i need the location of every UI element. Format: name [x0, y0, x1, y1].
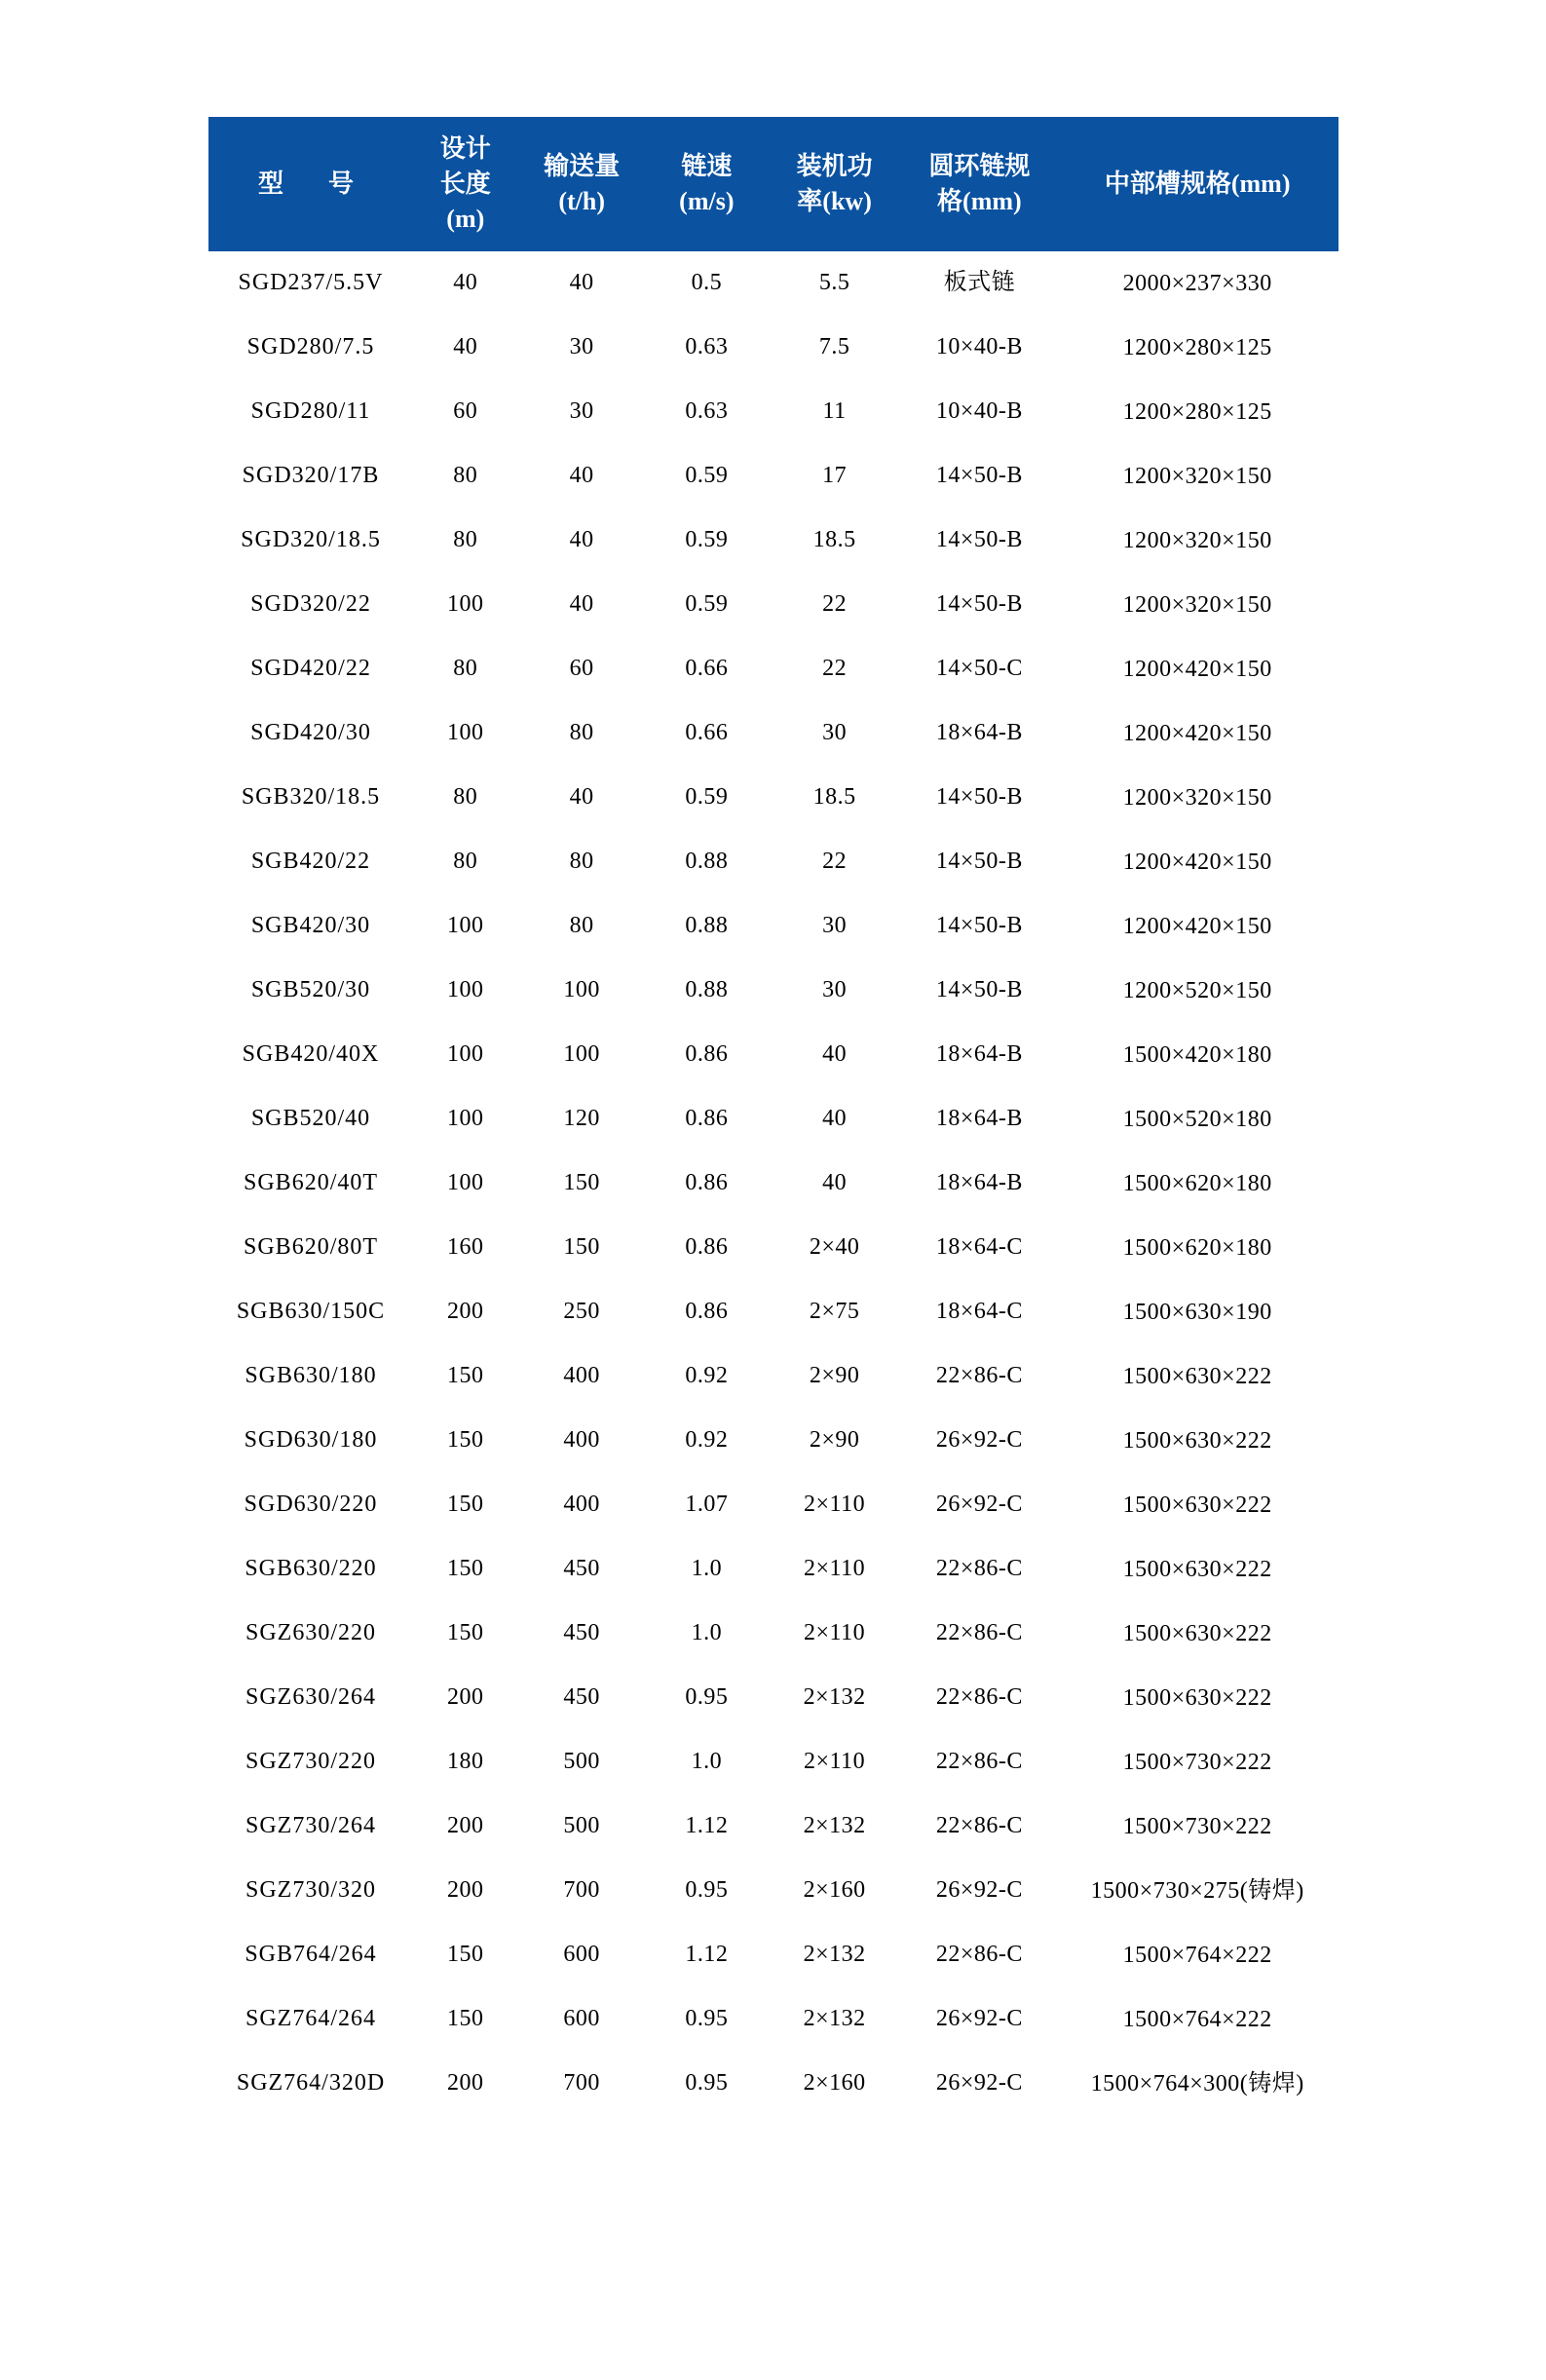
cell-length: 80 — [453, 527, 478, 553]
table-row — [208, 1537, 1338, 1602]
table-row — [208, 316, 1338, 380]
cell-length: 80 — [453, 849, 478, 875]
cell-chain: 26×92-C — [935, 1877, 1023, 1904]
cell-trough: 1500×630×222 — [1122, 1492, 1272, 1518]
cell-speed: 1.0 — [691, 1620, 723, 1646]
cell-capacity: 60 — [569, 656, 594, 682]
cell-model: SGB520/30 — [250, 977, 371, 1003]
cell-capacity: 40 — [569, 591, 594, 618]
cell-power: 2×160 — [803, 1877, 866, 1904]
cell-trough: 1500×630×222 — [1122, 1684, 1272, 1711]
cell-capacity: 100 — [563, 1041, 600, 1068]
cell-speed: 0.95 — [685, 2006, 729, 2032]
table-row — [208, 766, 1338, 830]
cell-length: 200 — [447, 1813, 484, 1839]
cell-capacity: 400 — [563, 1363, 600, 1389]
cell-trough: 1500×764×222 — [1122, 1942, 1272, 1968]
cell-chain: 18×64-B — [935, 1170, 1023, 1196]
cell-power: 2×110 — [804, 1492, 866, 1518]
cell-model: SGZ630/264 — [245, 1684, 377, 1711]
cell-trough: 2000×237×330 — [1122, 270, 1272, 296]
cell-chain: 22×86-C — [935, 1620, 1023, 1646]
cell-model: SGB320/18.5 — [241, 784, 381, 811]
cell-power: 2×132 — [803, 1813, 866, 1839]
cell-chain: 18×64-B — [935, 1106, 1023, 1132]
column-header-capacity — [518, 118, 646, 251]
cell-model: SGB630/180 — [245, 1363, 377, 1389]
cell-speed: 1.0 — [691, 1749, 723, 1775]
cell-model: SGZ730/320 — [245, 1877, 377, 1904]
cell-speed: 1.0 — [691, 1556, 723, 1582]
cell-model: SGB620/40T — [244, 1170, 379, 1196]
cell-model: SGD320/22 — [250, 591, 371, 618]
cell-model: SGB620/80T — [244, 1234, 379, 1261]
cell-capacity: 30 — [569, 334, 594, 360]
cell-speed: 0.59 — [685, 591, 729, 618]
cell-trough: 1500×764×222 — [1122, 2006, 1272, 2032]
cell-power: 2×132 — [803, 1942, 866, 1968]
cell-power: 2×90 — [809, 1427, 860, 1454]
table-row — [208, 830, 1338, 894]
column-header-installed-power-line-1: 装机功 — [796, 151, 873, 180]
cell-power: 30 — [822, 977, 848, 1003]
cell-trough: 1200×280×125 — [1122, 398, 1272, 425]
table-row — [208, 1923, 1338, 1987]
cell-trough: 1500×630×222 — [1122, 1363, 1272, 1389]
cell-power: 30 — [822, 720, 848, 746]
cell-length: 180 — [447, 1749, 484, 1775]
cell-model: SGB630/220 — [245, 1556, 377, 1582]
table-body — [208, 250, 1338, 2116]
cell-power: 2×110 — [804, 1620, 866, 1646]
cell-chain: 14×50-B — [935, 849, 1023, 875]
cell-length: 150 — [447, 1492, 484, 1518]
cell-chain: 26×92-C — [935, 2070, 1023, 2097]
table-row — [208, 1023, 1338, 1087]
cell-chain: 18×64-C — [935, 1299, 1023, 1325]
table-row — [208, 1087, 1338, 1152]
cell-trough: 1500×730×222 — [1122, 1813, 1272, 1839]
table-row — [208, 573, 1338, 637]
cell-length: 100 — [447, 977, 484, 1003]
table-row — [208, 701, 1338, 766]
cell-model: SGB420/22 — [250, 849, 371, 875]
cell-power: 22 — [822, 656, 848, 682]
cell-length: 150 — [447, 1620, 484, 1646]
cell-speed: 0.63 — [685, 398, 729, 425]
cell-trough: 1200×320×150 — [1122, 463, 1272, 489]
cell-model: SGD630/220 — [244, 1492, 378, 1518]
cell-chain: 22×86-C — [935, 1749, 1023, 1775]
cell-power: 7.5 — [818, 334, 850, 360]
cell-length: 200 — [447, 1299, 484, 1325]
cell-length: 100 — [447, 591, 484, 618]
cell-speed: 1.12 — [685, 1813, 729, 1839]
column-header-design-length-line-2: 长度 — [439, 169, 491, 198]
cell-capacity: 100 — [563, 977, 600, 1003]
cell-capacity: 600 — [563, 1942, 600, 1968]
cell-power: 40 — [822, 1106, 848, 1132]
cell-trough: 1200×420×150 — [1122, 849, 1272, 875]
table-row — [208, 2052, 1338, 2116]
column-header-installed-power — [768, 118, 902, 251]
cell-speed: 0.66 — [685, 720, 729, 746]
cell-speed: 0.92 — [685, 1363, 729, 1389]
cell-trough: 1200×420×150 — [1122, 656, 1272, 682]
column-header-round-link-chain-line-1: 圆环链规 — [928, 151, 1031, 180]
cell-power: 30 — [822, 913, 848, 939]
cell-trough: 1200×420×150 — [1122, 913, 1272, 939]
column-header-chain-speed-line-1: 链速 — [681, 151, 733, 180]
cell-length: 150 — [447, 1363, 484, 1389]
cell-speed: 0.59 — [685, 463, 729, 489]
cell-chain: 26×92-C — [935, 2006, 1023, 2032]
cell-model: SGD320/17B — [242, 463, 380, 489]
column-header-middle-trough — [1057, 118, 1338, 251]
table-row — [208, 894, 1338, 959]
table-row — [208, 444, 1338, 509]
cell-length: 200 — [447, 2070, 484, 2097]
table-row — [208, 959, 1338, 1023]
cell-model: SGB420/40X — [242, 1041, 380, 1068]
table-row — [208, 1666, 1338, 1730]
table-row — [208, 1730, 1338, 1794]
cell-chain: 18×64-B — [935, 1041, 1023, 1068]
cell-chain: 14×50-C — [935, 656, 1023, 682]
cell-capacity: 80 — [569, 913, 594, 939]
cell-power: 2×40 — [809, 1234, 860, 1261]
cell-trough: 1200×320×150 — [1122, 527, 1272, 553]
cell-trough: 1500×630×222 — [1122, 1556, 1272, 1582]
cell-length: 100 — [447, 913, 484, 939]
cell-chain: 14×50-B — [935, 977, 1023, 1003]
cell-power: 40 — [822, 1041, 848, 1068]
cell-capacity: 40 — [569, 784, 594, 811]
cell-capacity: 600 — [563, 2006, 600, 2032]
cell-power: 2×132 — [803, 1684, 866, 1711]
cell-model: SGB764/264 — [245, 1942, 377, 1968]
cell-capacity: 150 — [563, 1234, 600, 1261]
cell-speed: 0.95 — [685, 1877, 729, 1904]
cell-chain: 26×92-C — [935, 1492, 1023, 1518]
table-row — [208, 1859, 1338, 1923]
cell-length: 160 — [447, 1234, 484, 1261]
cell-trough: 1500×630×190 — [1122, 1299, 1272, 1325]
cell-length: 40 — [453, 334, 478, 360]
cell-chain: 14×50-B — [935, 591, 1023, 618]
cell-model: SGZ630/220 — [245, 1620, 377, 1646]
cell-speed: 0.88 — [685, 849, 729, 875]
cell-trough: 1200×420×150 — [1122, 720, 1272, 746]
table-row — [208, 1987, 1338, 2052]
column-header-chain-speed — [646, 118, 768, 251]
cell-length: 100 — [447, 1106, 484, 1132]
table-row — [208, 1280, 1338, 1344]
cell-chain: 22×86-C — [935, 1363, 1023, 1389]
cell-trough: 1200×520×150 — [1122, 977, 1272, 1003]
cell-chain: 板式链 — [943, 270, 1016, 296]
cell-power: 2×75 — [809, 1299, 860, 1325]
cell-speed: 0.86 — [685, 1106, 729, 1132]
column-header-capacity-line-2: (t/h) — [558, 186, 606, 215]
cell-model: SGZ764/320D — [236, 2070, 386, 2097]
cell-model: SGD420/30 — [250, 720, 371, 746]
cell-chain: 26×92-C — [935, 1427, 1023, 1454]
cell-speed: 0.59 — [685, 784, 729, 811]
cell-speed: 0.88 — [685, 977, 729, 1003]
cell-chain: 10×40-B — [935, 334, 1023, 360]
cell-speed: 1.07 — [685, 1492, 729, 1518]
cell-power: 11 — [822, 398, 847, 425]
cell-model: SGD630/180 — [244, 1427, 378, 1454]
cell-length: 200 — [447, 1877, 484, 1904]
cell-length: 150 — [447, 1942, 484, 1968]
cell-model: SGD280/11 — [250, 398, 371, 425]
cell-length: 80 — [453, 784, 478, 811]
cell-capacity: 500 — [563, 1813, 600, 1839]
cell-capacity: 700 — [563, 2070, 600, 2097]
column-header-design-length-line-3: (m) — [446, 204, 485, 233]
table-row — [208, 509, 1338, 573]
cell-power: 2×132 — [803, 2006, 866, 2032]
cell-length: 40 — [453, 270, 478, 296]
cell-trough: 1500×630×222 — [1122, 1620, 1272, 1646]
cell-model: SGB420/30 — [250, 913, 371, 939]
cell-chain: 18×64-C — [935, 1234, 1023, 1261]
cell-chain: 14×50-B — [935, 784, 1023, 811]
cell-power: 2×110 — [804, 1556, 866, 1582]
column-header-model — [208, 118, 413, 251]
cell-speed: 1.12 — [685, 1942, 729, 1968]
cell-capacity: 250 — [563, 1299, 600, 1325]
cell-speed: 0.95 — [685, 2070, 729, 2097]
cell-capacity: 700 — [563, 1877, 600, 1904]
cell-speed: 0.86 — [685, 1041, 729, 1068]
cell-length: 80 — [453, 463, 478, 489]
cell-speed: 0.86 — [685, 1299, 729, 1325]
table-row — [208, 1794, 1338, 1859]
cell-chain: 22×86-C — [935, 1556, 1023, 1582]
cell-power: 40 — [822, 1170, 848, 1196]
cell-trough: 1500×764×300(铸焊) — [1090, 2070, 1304, 2097]
cell-speed: 0.66 — [685, 656, 729, 682]
cell-model: SGB630/150C — [236, 1299, 386, 1325]
cell-capacity: 80 — [569, 849, 594, 875]
column-header-capacity-line-1: 输送量 — [544, 151, 621, 180]
cell-speed: 0.59 — [685, 527, 729, 553]
cell-speed: 0.5 — [691, 270, 723, 296]
cell-speed: 0.86 — [685, 1170, 729, 1196]
cell-chain: 14×50-B — [935, 463, 1023, 489]
cell-capacity: 40 — [569, 527, 594, 553]
cell-trough: 1500×730×275(铸焊) — [1090, 1877, 1304, 1904]
cell-power: 18.5 — [812, 784, 856, 811]
column-header-installed-power-line-2: 率(kw) — [797, 186, 872, 215]
column-header-chain-speed-line-2: (m/s) — [679, 186, 735, 215]
cell-length: 100 — [447, 1170, 484, 1196]
cell-capacity: 450 — [563, 1620, 600, 1646]
cell-length: 60 — [453, 398, 478, 425]
cell-capacity: 400 — [563, 1427, 600, 1454]
cell-length: 100 — [447, 720, 484, 746]
cell-speed: 0.95 — [685, 1684, 729, 1711]
cell-model: SGD320/18.5 — [241, 527, 381, 553]
cell-capacity: 40 — [569, 463, 594, 489]
cell-model: SGZ730/264 — [245, 1813, 377, 1839]
cell-capacity: 80 — [569, 720, 594, 746]
cell-trough: 1500×630×222 — [1122, 1427, 1272, 1454]
cell-trough: 1200×280×125 — [1122, 334, 1272, 360]
table-row — [208, 380, 1338, 444]
cell-power: 5.5 — [818, 270, 850, 296]
cell-capacity: 120 — [563, 1106, 600, 1132]
cell-chain: 22×86-C — [935, 1942, 1023, 1968]
conveyor-spec-table — [208, 117, 1339, 2116]
cell-length: 100 — [447, 1041, 484, 1068]
cell-chain: 10×40-B — [935, 398, 1023, 425]
cell-capacity: 30 — [569, 398, 594, 425]
cell-model: SGD420/22 — [250, 656, 371, 682]
cell-speed: 0.88 — [685, 913, 729, 939]
cell-chain: 18×64-B — [935, 720, 1023, 746]
cell-power: 18.5 — [812, 527, 856, 553]
cell-capacity: 450 — [563, 1684, 600, 1711]
cell-length: 150 — [447, 2006, 484, 2032]
cell-power: 2×90 — [809, 1363, 860, 1389]
cell-trough: 1500×420×180 — [1122, 1041, 1272, 1068]
column-header-middle-trough-line-1: 中部槽规格(mm) — [1104, 169, 1291, 198]
cell-capacity: 400 — [563, 1492, 600, 1518]
table-header — [208, 118, 1338, 251]
table-row — [208, 1409, 1338, 1473]
cell-trough: 1200×320×150 — [1122, 591, 1272, 618]
cell-capacity: 450 — [563, 1556, 600, 1582]
cell-speed: 0.92 — [685, 1427, 729, 1454]
cell-chain: 14×50-B — [935, 913, 1023, 939]
column-header-model-line-1: 型 号 — [258, 169, 364, 198]
cell-trough: 1200×320×150 — [1122, 784, 1272, 811]
cell-trough: 1500×620×180 — [1122, 1234, 1272, 1261]
cell-power: 2×160 — [803, 2070, 866, 2097]
cell-chain: 22×86-C — [935, 1684, 1023, 1711]
table-row — [208, 1152, 1338, 1216]
cell-trough: 1500×730×222 — [1122, 1749, 1272, 1775]
cell-chain: 14×50-B — [935, 527, 1023, 553]
cell-length: 200 — [447, 1684, 484, 1711]
cell-model: SGZ730/220 — [245, 1749, 377, 1775]
table-row — [208, 1602, 1338, 1666]
cell-model: SGZ764/264 — [245, 2006, 377, 2032]
cell-model: SGD237/5.5V — [238, 270, 384, 296]
cell-power: 2×110 — [804, 1749, 866, 1775]
cell-model: SGD280/7.5 — [246, 334, 375, 360]
column-header-design-length-line-1: 设计 — [439, 134, 491, 163]
cell-capacity: 500 — [563, 1749, 600, 1775]
cell-power: 22 — [822, 849, 848, 875]
cell-capacity: 40 — [569, 270, 594, 296]
cell-speed: 0.86 — [685, 1234, 729, 1261]
column-header-round-link-chain-line-2: 格(mm) — [937, 186, 1022, 215]
cell-speed: 0.63 — [685, 334, 729, 360]
cell-length: 150 — [447, 1427, 484, 1454]
cell-trough: 1500×620×180 — [1122, 1170, 1272, 1196]
cell-power: 17 — [822, 463, 848, 489]
cell-model: SGB520/40 — [250, 1106, 371, 1132]
table-row — [208, 1344, 1338, 1409]
cell-power: 22 — [822, 591, 848, 618]
table-row — [208, 637, 1338, 701]
cell-capacity: 150 — [563, 1170, 600, 1196]
table-row — [208, 1216, 1338, 1280]
column-header-round-link-chain — [901, 118, 1057, 251]
column-header-design-length — [413, 118, 518, 251]
table-header-row — [208, 118, 1338, 251]
cell-length: 150 — [447, 1556, 484, 1582]
table-row — [208, 250, 1338, 316]
cell-chain: 22×86-C — [935, 1813, 1023, 1839]
cell-length: 80 — [453, 656, 478, 682]
cell-trough: 1500×520×180 — [1122, 1106, 1272, 1132]
table-row — [208, 1473, 1338, 1537]
